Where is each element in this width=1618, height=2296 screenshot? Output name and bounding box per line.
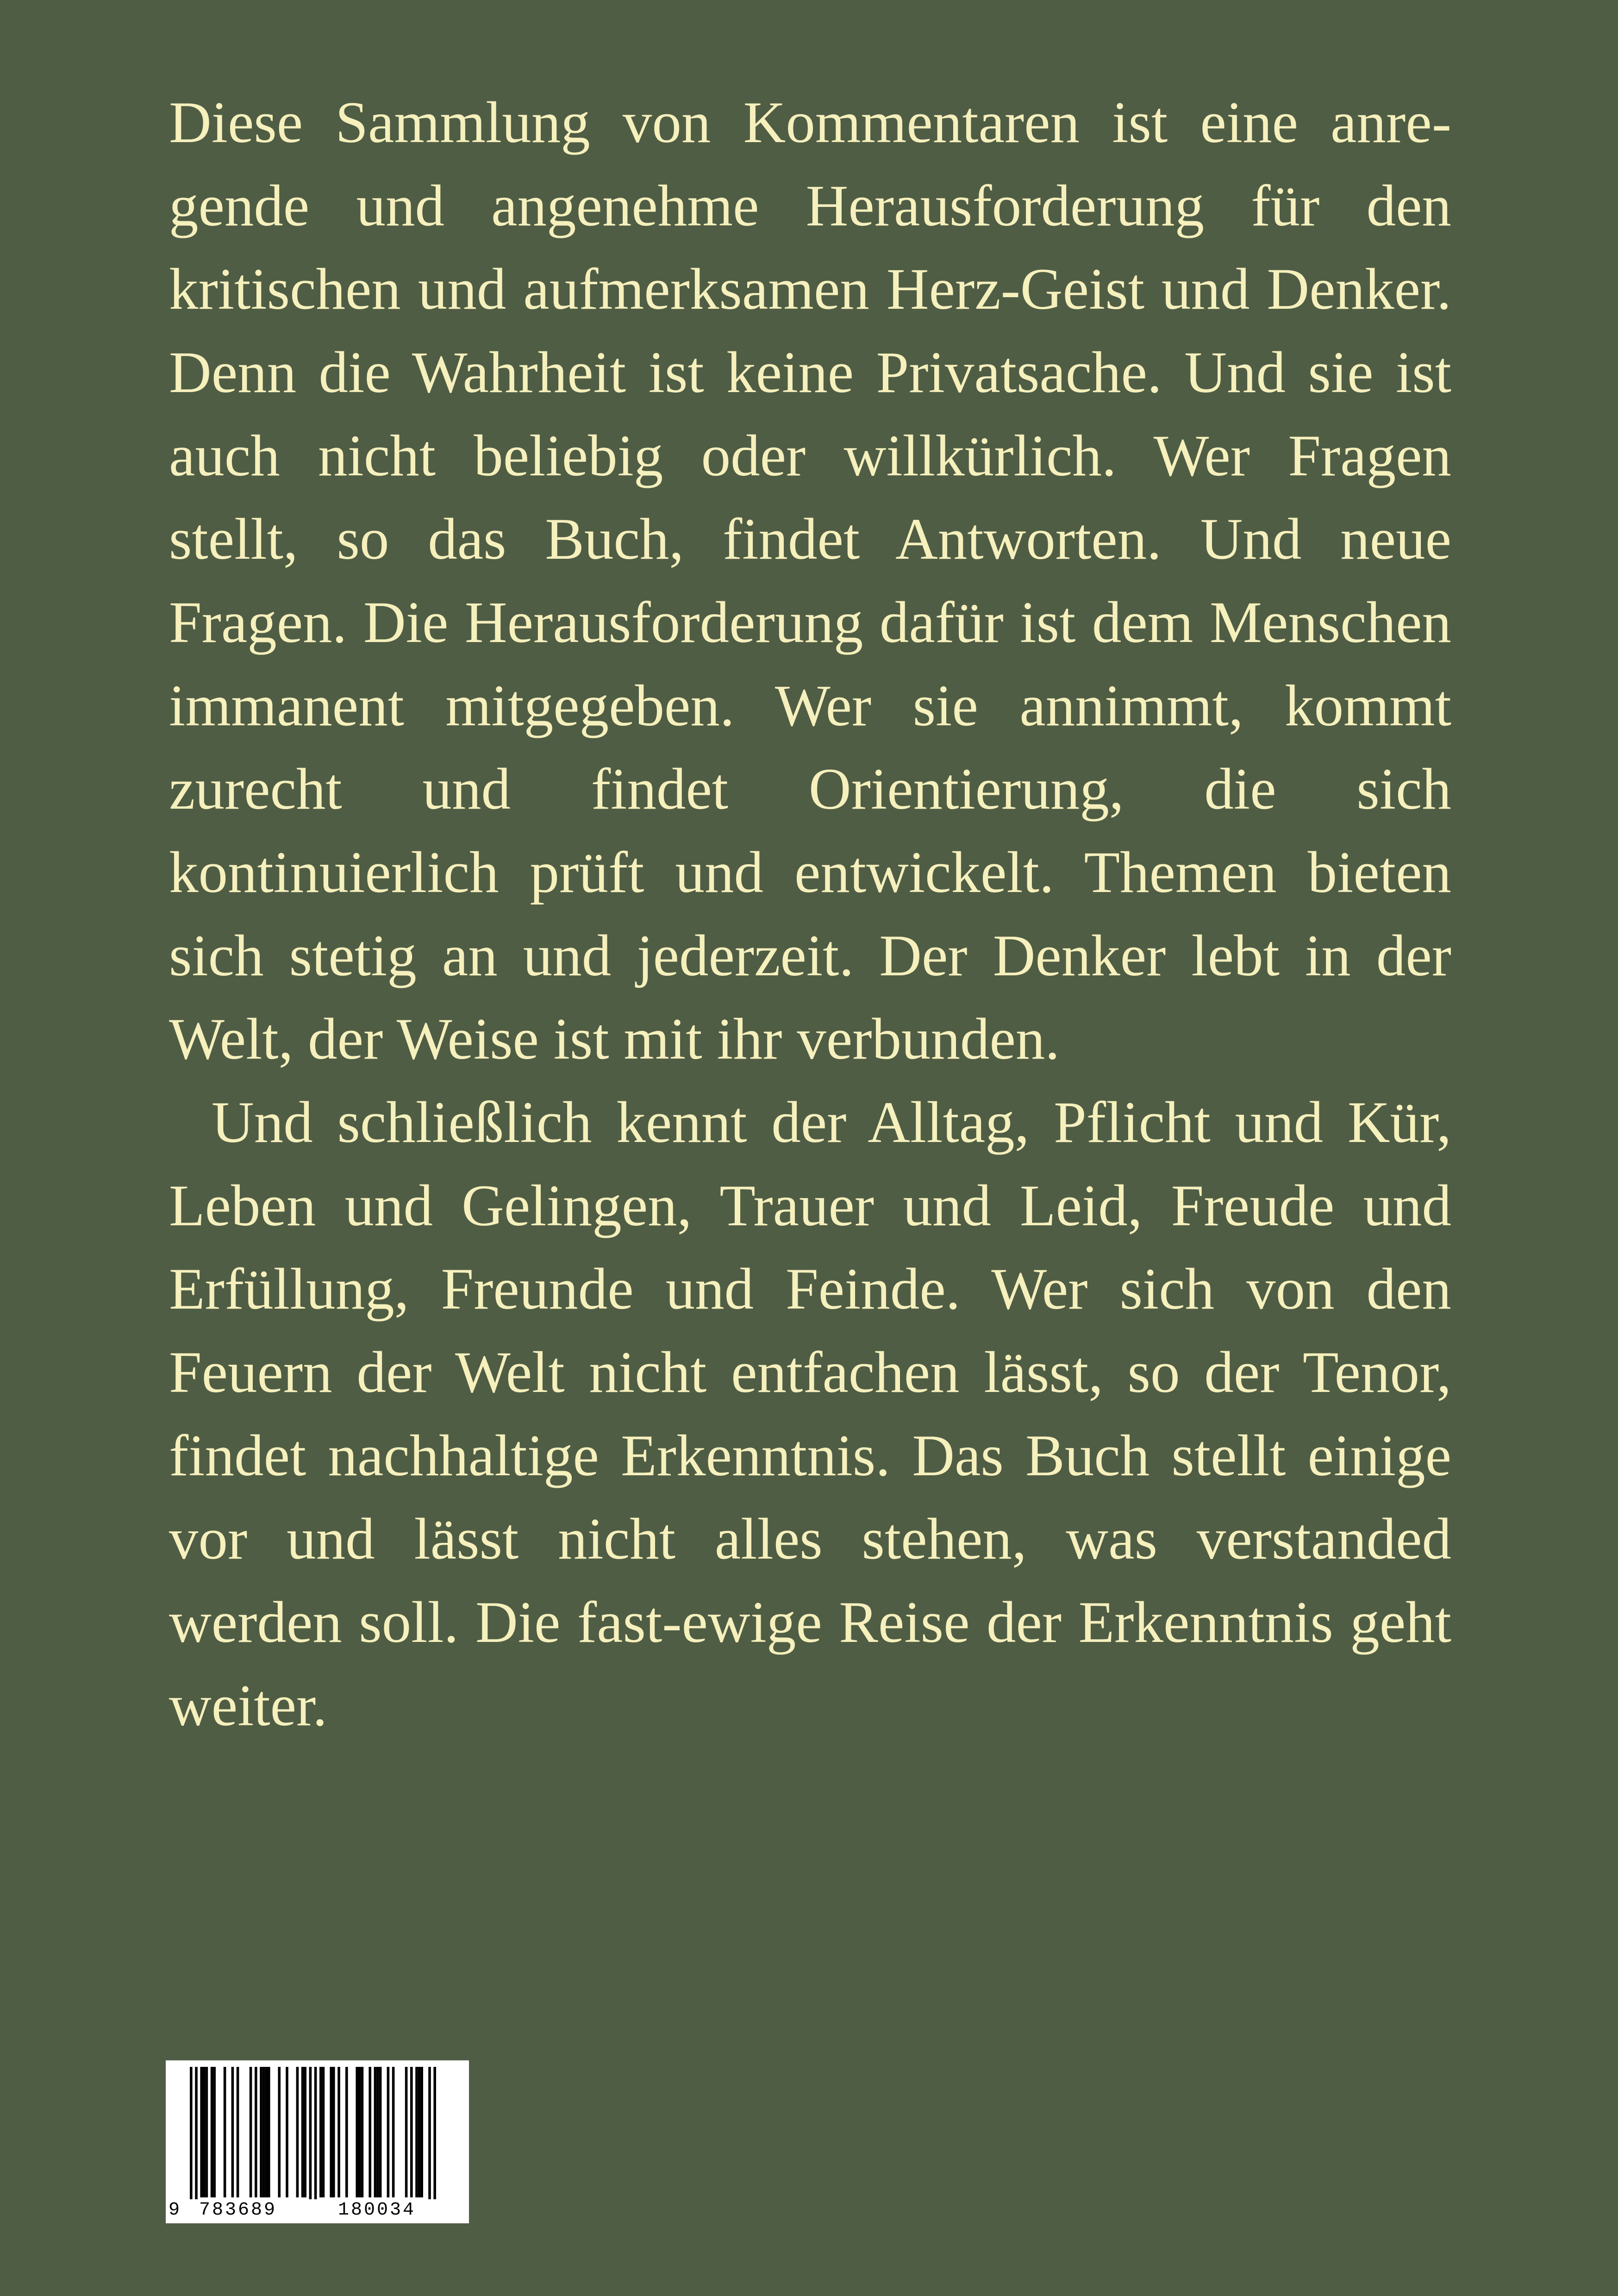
- barcode-bar: [260, 2067, 262, 2197]
- barcode-bar: [337, 2067, 340, 2197]
- barcode-bar: [379, 2067, 382, 2197]
- barcode-bar: [415, 2067, 418, 2197]
- barcode-guard-bar: [309, 2067, 312, 2199]
- barcode-bar: [374, 2067, 377, 2197]
- barcode-bar: [231, 2067, 234, 2197]
- barcode-bar: [410, 2067, 413, 2197]
- barcode-bar: [265, 2067, 268, 2197]
- barcode-guard-bar: [195, 2067, 198, 2199]
- barcode-bar: [332, 2067, 335, 2197]
- barcode-bar: [418, 2067, 421, 2197]
- barcode-bar: [319, 2067, 322, 2197]
- barcode-bar: [237, 2067, 239, 2197]
- barcode-bar: [206, 2067, 208, 2197]
- barcode-bar: [304, 2067, 306, 2197]
- barcode-bar: [358, 2067, 361, 2197]
- barcode-bar: [250, 2067, 252, 2197]
- barcode-bar: [420, 2067, 423, 2197]
- blurb-paragraph-2: Und schließlich kennt der Alltag, Pflicht und Kür, Leben und Gelingen, Trauer und Leid, Freude und Erfüllung, Freunde und Feinde. Wer sich von den Feuern der Welt nicht entfachen lässt, so der Tenor, findet nachhaltige Erkenntnis. Das Buch stellt einige vor und lässt nicht alles stehen, was verstanded werden soll. Die fast-ewige Reise der Erkenntnis geht weiter.: [169, 1090, 1451, 1738]
- barcode-bar: [213, 2067, 216, 2197]
- barcode-bar: [262, 2067, 265, 2197]
- barcode-guard-bar: [433, 2067, 436, 2199]
- barcode-bar: [322, 2067, 325, 2197]
- barcode-bar: [330, 2067, 332, 2197]
- barcode-bar: [392, 2067, 395, 2197]
- barcode-bar: [203, 2067, 206, 2197]
- barcode-bar: [387, 2067, 390, 2197]
- barcode-bar: [405, 2067, 408, 2197]
- barcode-bar: [345, 2067, 348, 2197]
- barcode-bar: [301, 2067, 304, 2197]
- barcode-digits: [166, 2199, 469, 2221]
- barcode-digit-first: 9: [169, 2200, 180, 2221]
- barcode-bar: [255, 2067, 257, 2197]
- barcode-guard-bar: [428, 2067, 431, 2199]
- barcode-bar: [224, 2067, 226, 2197]
- barcode-bar: [376, 2067, 379, 2197]
- barcode-bar: [200, 2067, 203, 2197]
- isbn-barcode: [166, 2060, 469, 2223]
- barcode-bar: [268, 2067, 270, 2197]
- barcode-guard-bar: [314, 2067, 317, 2199]
- blurb-text: [169, 81, 1451, 1747]
- barcode-digits-left: 783689: [199, 2200, 277, 2221]
- barcode-bar: [286, 2067, 288, 2197]
- barcode-bar: [211, 2067, 213, 2197]
- blurb-paragraph-1: Diese Sammlung von Kommentaren ist eine anregende und angenehme Herausforderung für den kritischen und aufmerksamen Herz-Geist und Denker. Denn die Wahrheit ist keine Privatsache. Und sie ist auch nicht beliebig oder willkürlich. Wer Fragen stellt, so das Buch, findet Antworten. Und neue Fragen. Die Herausforderung dafür ist dem Menschen immanent mitgegeben. Wer sie annimmt, kommt zurecht und findet Orientierung, die sich kontinuierlich prüft und entwickelt. Themen bieten sich stetig an und jederzeit. Der Denker lebt in der Welt, der Weise ist mit ihr verbunden.: [169, 90, 1451, 1072]
- barcode-bar: [369, 2067, 371, 2197]
- barcode-digits-right: 180034: [338, 2200, 416, 2221]
- barcode-bar: [356, 2067, 358, 2197]
- barcode-bar: [296, 2067, 299, 2197]
- barcode-bar: [361, 2067, 364, 2197]
- barcode-bar: [278, 2067, 281, 2197]
- barcode-guard-bar: [190, 2067, 193, 2199]
- barcode-bars: [166, 2060, 469, 2199]
